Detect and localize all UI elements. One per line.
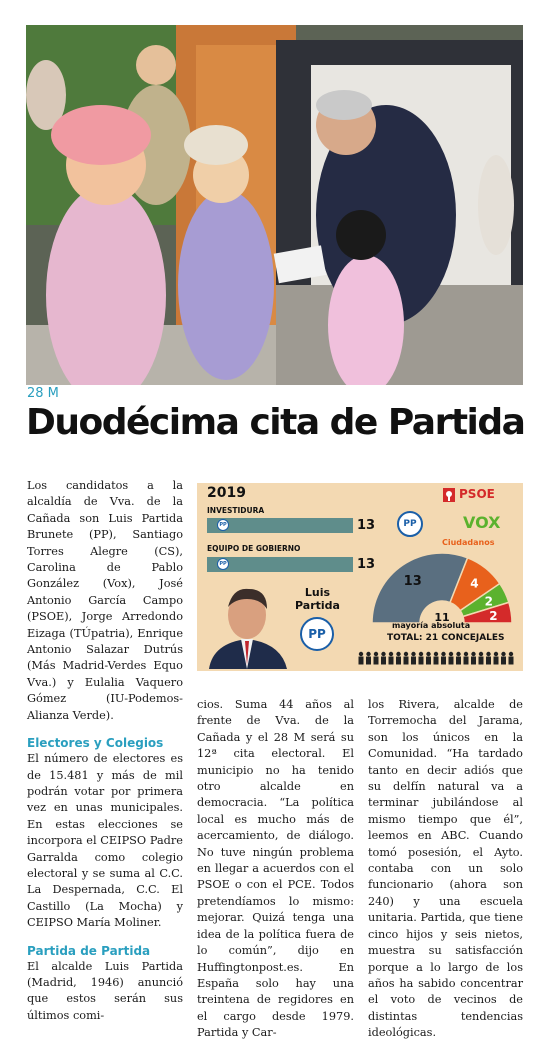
article-column-1 (27, 478, 183, 1024)
hemicycle-label-psoe: 2 (489, 609, 498, 624)
councillor-icon (419, 652, 424, 665)
column-3-text: los Rivera, alcalde de Torremocha del Jarama, son los únicos en la Comunidad. “Ha tardado tanto en decir adiós que su delfín natural va a terminar jubilándose al mismo tiempo que él”, leemos en ABC. Cuando tomó posesión, el Ayto. contaba con un solo funcionario (ahora son 240) y una escuela unitaria. Partida, que tiene cinco hijos y seis nietos, muestra su satisfacción porque a lo largo de los años ha sabido concentrar el voto de vecinos de distintas tendencias ideológicas. (368, 698, 523, 1040)
subhead-electores: Electores y Colegios (27, 736, 164, 751)
hemicycle-chart (367, 543, 517, 629)
election-infographic (197, 483, 523, 671)
councillor-icon (426, 652, 431, 665)
councillor-icon (456, 652, 461, 665)
section-kicker: 28 M (27, 386, 59, 401)
councillor-icon (396, 652, 401, 665)
candidate-portrait (203, 577, 291, 669)
councillor-icon (374, 652, 379, 665)
intro-paragraph: Los candidatos a la alcaldía de Vva. de la Cañada son Luis Partida Brunete (PP), Santiago Torres Alegre (CS), Carolina de Pablo González (Vox), José Antonio García Campo (PSOE), Jorge Arredondo Eizaga (TÚpatria), Enrique Antonio Salazar Dutrús (Más Madrid-Verdes Equo Vva.) y Eulalia Vaquero Gómez (IU-Podemos-Alianza Verde). (27, 479, 183, 722)
pp-mini-logo-icon: PP (217, 519, 229, 531)
councillor-icon (449, 652, 454, 665)
councillor-icon (494, 652, 499, 665)
candidate-name (295, 586, 340, 612)
candidate-first-name: Luis (304, 586, 331, 599)
councillor-icon (404, 652, 409, 665)
councillor-icon (434, 652, 439, 665)
gobierno-label: EQUIPO DE GOBIERNO (207, 544, 301, 553)
gobierno-bar (207, 557, 353, 572)
hemicycle-label-ciudadanos: 4 (470, 576, 479, 591)
hemicycle-label-vox: 2 (484, 594, 494, 609)
councillor-icon (471, 652, 476, 665)
psoe-rose-icon (443, 488, 455, 502)
article-column-2 (197, 697, 354, 1042)
councillor-icon (366, 652, 371, 665)
subhead-partida: Partida de Partida (27, 943, 151, 958)
column-2-text: cios. Suma 44 años al frente de Vva. de la Cañada y el 28 M será su 12ª cita electoral. El municipio no ha tenido otro alcalde en democracia. “La política local es mucho más de acercamiento, de diálogo. No tuve ningún problema en llegar a acuerdos con el PSOE o con el PCE. Todos pretendíamos lo mismo: mejorar. Quizá tenga una idea de la política fuera de lo común”, dijo en Huffingtonpost.es. En España solo hay una treintena de regidores en el cargo desde 1979. Partida y Car- (197, 698, 354, 1040)
paragraph-partida: El alcalde Luis Partida (Madrid, 1946) anunció que estos serán sus últimos comi- (27, 959, 183, 1022)
pp-party-logo-icon: PP (397, 511, 423, 537)
vox-logo: VOX (463, 513, 501, 532)
investidura-label: INVESTIDURA (207, 506, 265, 515)
article-headline: Duodécima cita de Partida (26, 402, 525, 443)
councillor-icons (357, 651, 519, 665)
pp-mini-logo-icon: PP (217, 558, 229, 570)
councillor-icon (359, 652, 364, 665)
councillor-icon (486, 652, 491, 665)
majority-value: 11 (434, 611, 450, 624)
councillor-icon (479, 652, 484, 665)
councillor-icon (381, 652, 386, 665)
gobierno-value: 13 (357, 557, 376, 572)
councillor-icon (501, 652, 506, 665)
councillor-icon (411, 652, 416, 665)
total-concejales: TOTAL: 21 CONCEJALES (387, 633, 505, 643)
article-photo (26, 25, 523, 385)
ciudadanos-logo: Ciudadanos (442, 538, 495, 547)
infographic-year: 2019 (207, 485, 246, 501)
councillor-icon (509, 652, 514, 665)
councillor-icon (464, 652, 469, 665)
paragraph-electores: El número de electores es de 15.481 y más de mil podrán votar por primera vez en unas municipales. En estas elecciones se incorpora el CEIPSO Padre Garralda como colegio electoral y se suma al C.C. La Despernada, C.C. El Castillo (La Mocha) y CEIPSO María Moliner. (27, 752, 183, 930)
investidura-bar (207, 518, 353, 533)
councillor-icon (389, 652, 394, 665)
candidate-last-name: Partida (295, 599, 340, 612)
investidura-value: 13 (357, 518, 376, 533)
article-column-3 (368, 697, 523, 1042)
pp-logo-icon: PP (300, 617, 334, 651)
hemicycle-label-pp: 13 (403, 574, 422, 590)
psoe-logo: PSOE (459, 487, 495, 501)
majority-label: mayoría absoluta (392, 621, 471, 630)
councillor-icon (441, 652, 446, 665)
